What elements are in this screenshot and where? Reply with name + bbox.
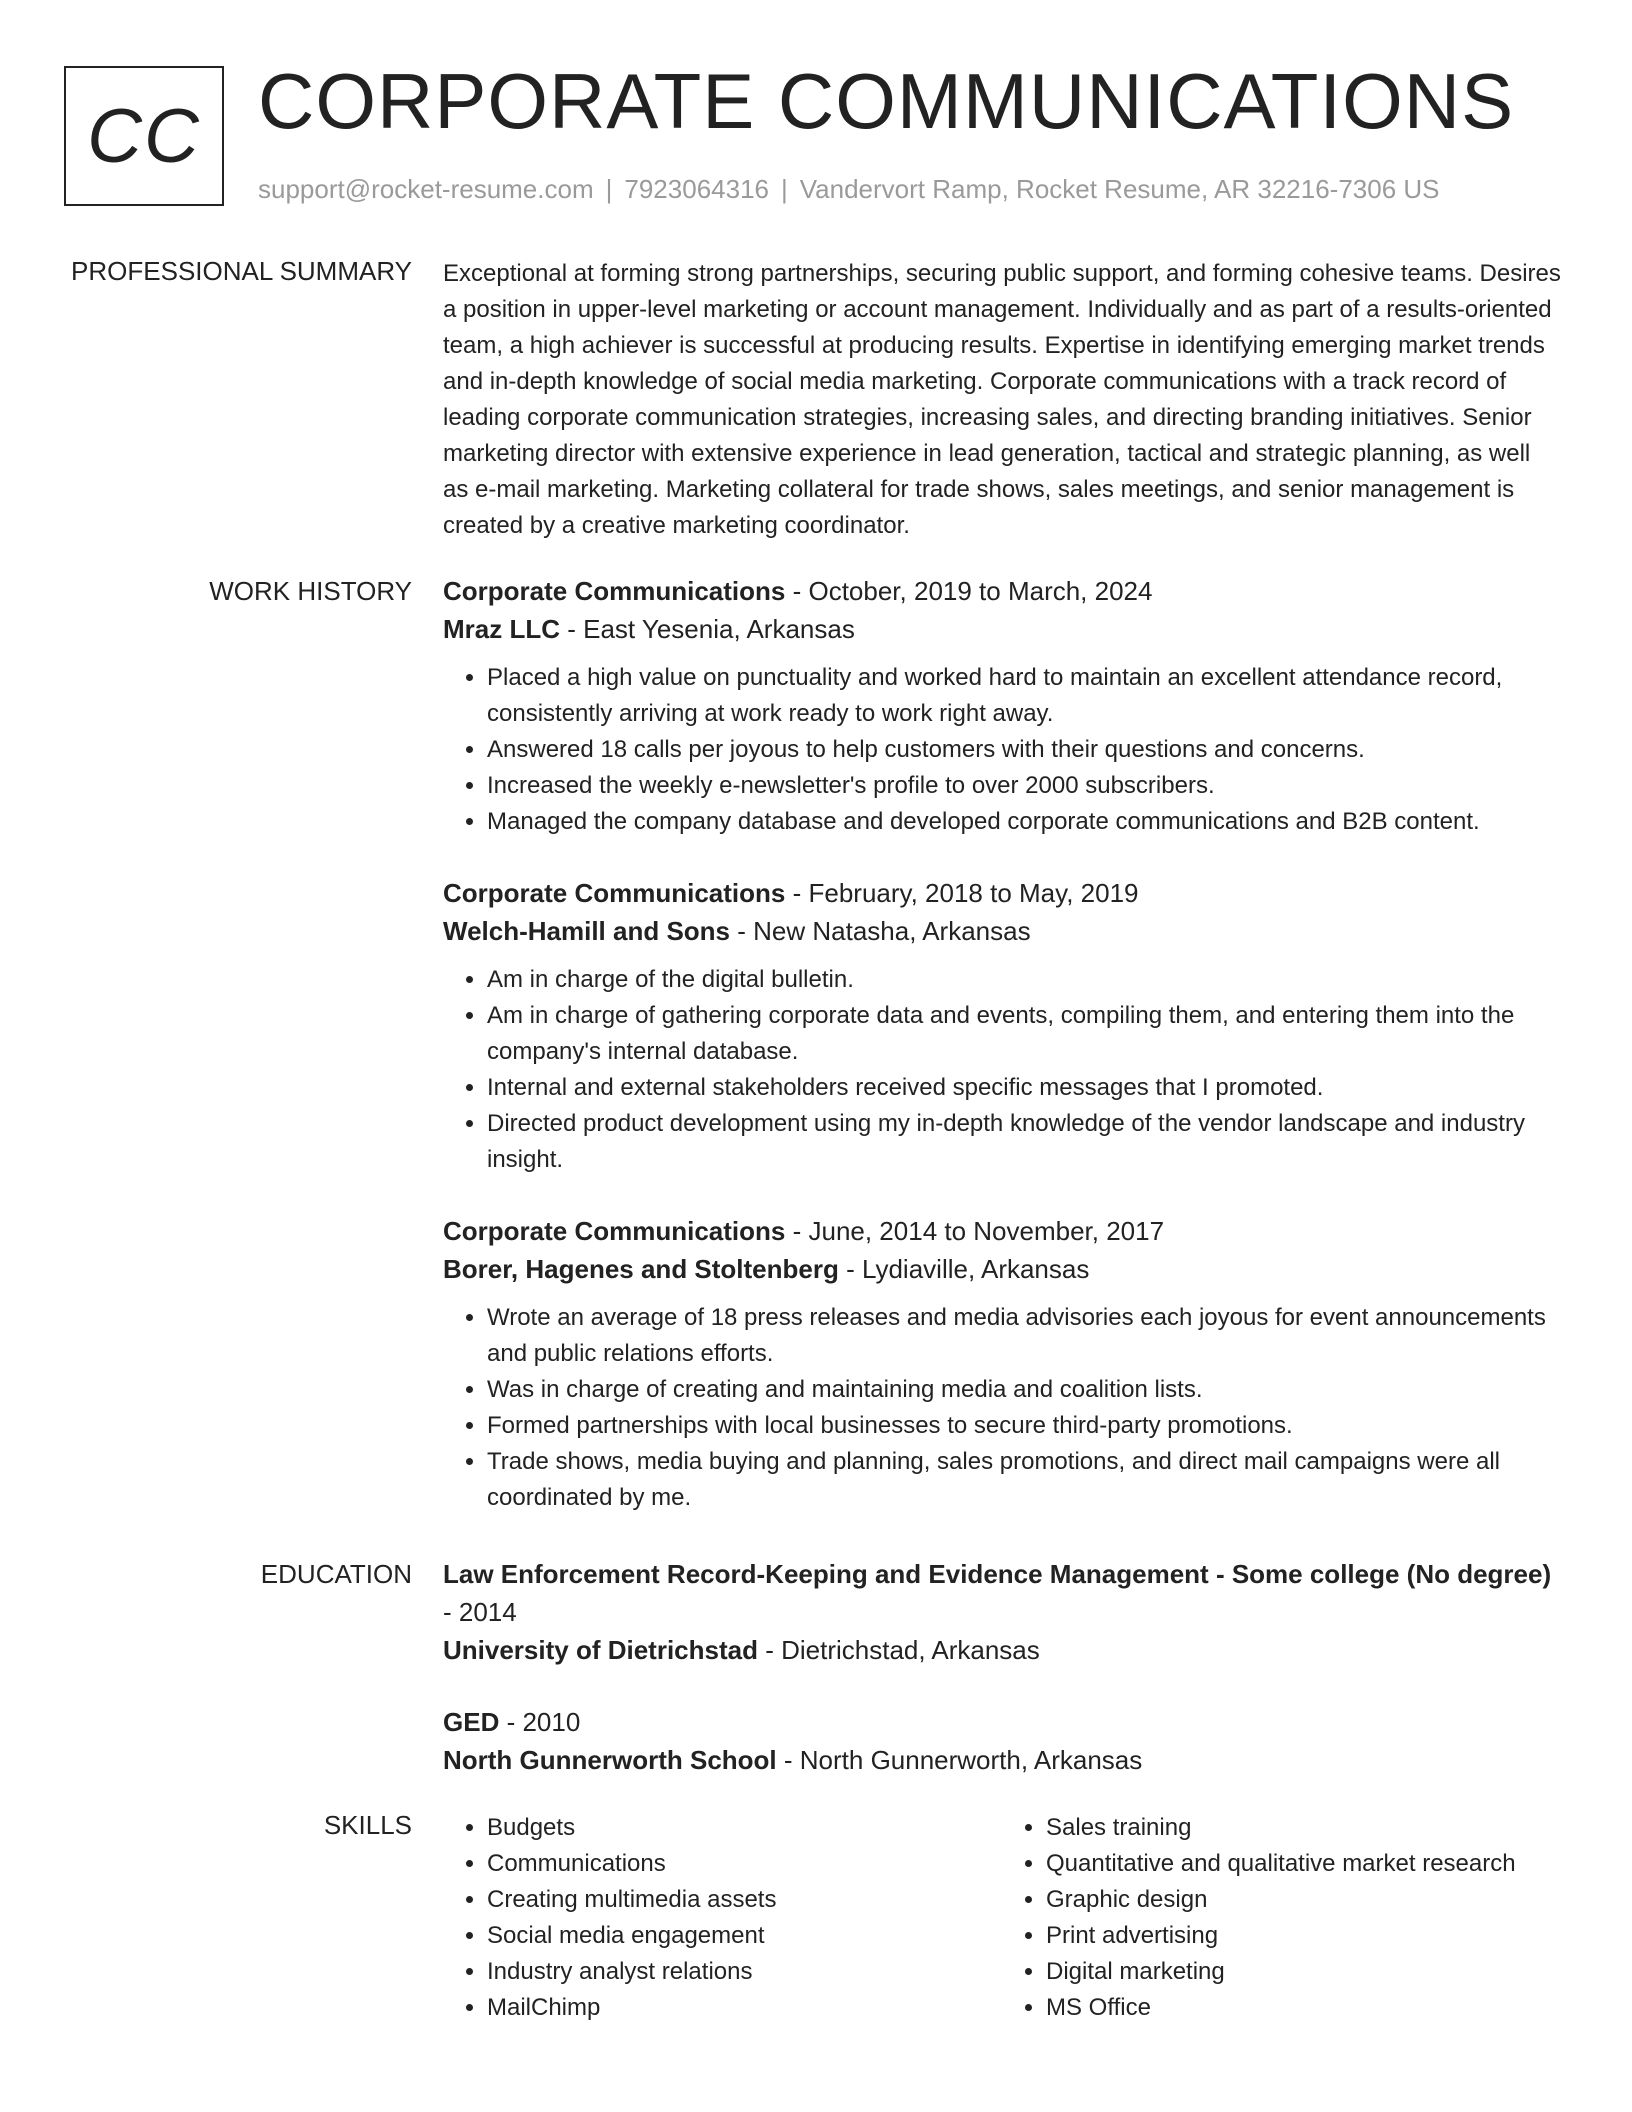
skill-item: • Digital marketing — [1046, 1954, 1561, 1990]
monogram-logo — [64, 66, 224, 206]
job-bullet: • Wrote an average of 18 press releases and media advisories each joyous for event announcements and public relations efforts. — [487, 1300, 1561, 1372]
skill-item: • MailChimp — [487, 1990, 1002, 2026]
job-bullet: • Placed a high value on punctuality and worked hard to maintain an excellent attendance record, consistently arriving at work ready to work right away. — [487, 660, 1561, 732]
skills-columns — [443, 1810, 1561, 2026]
skill-item: • Print advertising — [1046, 1918, 1561, 1954]
skill-item: • MS Office — [1046, 1990, 1561, 2026]
education-location: - North Gunnerworth, Arkansas — [776, 1745, 1143, 1775]
job-bullet: • Answered 18 calls per joyous to help customers with their questions and concerns. — [487, 732, 1561, 768]
education-year: - 2010 — [499, 1707, 581, 1737]
contact-email: support@rocket-resume.com — [258, 174, 594, 204]
skill-item: • Creating multimedia assets — [487, 1882, 1002, 1918]
skill-item: • Industry analyst relations — [487, 1954, 1002, 1990]
skills-right-list — [1002, 1810, 1561, 2026]
job-bullets — [443, 1300, 1561, 1516]
contact-line — [258, 174, 1440, 205]
education-school: University of Dietrichstad — [443, 1635, 758, 1665]
job-location: - Lydiaville, Arkansas — [838, 1254, 1090, 1284]
job-location: - New Natasha, Arkansas — [730, 916, 1031, 946]
work-title: WORK HISTORY — [209, 576, 412, 606]
job-bullet: • Formed partnerships with local businesses to secure third-party promotions. — [487, 1408, 1561, 1444]
job-bullet: • Directed product development using my in-depth knowledge of the vendor landscape and industry insight. — [487, 1106, 1561, 1178]
education-degree: GED — [443, 1707, 500, 1737]
job-bullet: • Am in charge of gathering corporate data and events, compiling them, and entering them into the company's internal database. — [487, 998, 1561, 1070]
skill-item: • Budgets — [487, 1810, 1002, 1846]
job-bullet: • Trade shows, media buying and planning, sales promotions, and direct mail campaigns were all coordinated by me. — [487, 1444, 1561, 1516]
skill-item: • Communications — [487, 1846, 1002, 1882]
contact-phone: 7923064316 — [624, 174, 769, 204]
job-role: Corporate Communications — [443, 878, 786, 908]
job-bullet: • Increased the weekly e-newsletter's profile to over 2000 subscribers. — [487, 768, 1561, 804]
resume-name: CORPORATE COMMUNICATIONS — [258, 57, 1515, 145]
job-list — [443, 572, 1561, 1550]
job-entry — [443, 572, 1561, 840]
job-dates: - June, 2014 to November, 2017 — [785, 1216, 1165, 1246]
job-bullets — [443, 660, 1561, 840]
job-dates: - February, 2018 to May, 2019 — [785, 878, 1139, 908]
education-title: EDUCATION — [260, 1559, 412, 1589]
skills-left-list — [443, 1810, 1002, 2026]
education-entry — [443, 1703, 1561, 1779]
job-bullet: • Internal and external stakeholders received specific messages that I promoted. — [487, 1070, 1561, 1106]
skill-item: • Quantitative and qualitative market research — [1046, 1846, 1561, 1882]
education-entry — [443, 1555, 1561, 1669]
job-bullet: • Was in charge of creating and maintaining media and coalition lists. — [487, 1372, 1561, 1408]
summary-text: Exceptional at forming strong partnerships, securing public support, and forming cohesive teams. Desires a position in upper-level marketing or account management. Individually and as part of a results-oriented team, a high achiever is successful at producing results. Expertise in identifying emerging market trends and in-depth knowledge of social media marketing. Corporate communications with a track record of leading corporate communication strategies, increasing sales, and directing branding initiatives. Senior marketing director with extensive experience in lead generation, tactical and strategic planning, as well as e-mail marketing. Marketing collateral for trade shows, sales meetings, and senior management is created by a creative marketing coordinator. — [443, 260, 1561, 539]
job-bullets — [443, 962, 1561, 1178]
contact-separator: | — [781, 174, 788, 204]
contact-separator: | — [605, 174, 613, 204]
job-entry — [443, 1212, 1561, 1516]
skills-title: SKILLS — [323, 1810, 412, 1840]
job-bullet: • Am in charge of the digital bulletin. — [487, 962, 1561, 998]
skill-item: • Graphic design — [1046, 1882, 1561, 1918]
education-school: North Gunnerworth School — [443, 1745, 777, 1775]
job-role: Corporate Communications — [443, 576, 786, 606]
job-dates: - October, 2019 to March, 2024 — [785, 576, 1153, 606]
education-year: - 2014 — [443, 1597, 517, 1627]
summary-title: PROFESSIONAL SUMMARY — [71, 256, 412, 286]
education-list — [443, 1555, 1561, 1813]
monogram-text: CC — [87, 93, 201, 179]
job-company: Borer, Hagenes and Stoltenberg — [443, 1254, 839, 1284]
education-location: - Dietrichstad, Arkansas — [757, 1635, 1040, 1665]
skill-item: • Social media engagement — [487, 1918, 1002, 1954]
job-role: Corporate Communications — [443, 1216, 786, 1246]
job-company: Mraz LLC — [443, 614, 560, 644]
skill-item: • Sales training — [1046, 1810, 1561, 1846]
job-bullet: • Managed the company database and developed corporate communications and B2B content. — [487, 804, 1561, 840]
contact-address: Vandervort Ramp, Rocket Resume, AR 32216-7306 US — [799, 174, 1440, 204]
job-entry — [443, 874, 1561, 1178]
job-location: - East Yesenia, Arkansas — [560, 614, 855, 644]
education-degree: Law Enforcement Record-Keeping and Evidence Management - Some college (No degree) — [443, 1559, 1552, 1589]
job-company: Welch-Hamill and Sons — [443, 916, 731, 946]
